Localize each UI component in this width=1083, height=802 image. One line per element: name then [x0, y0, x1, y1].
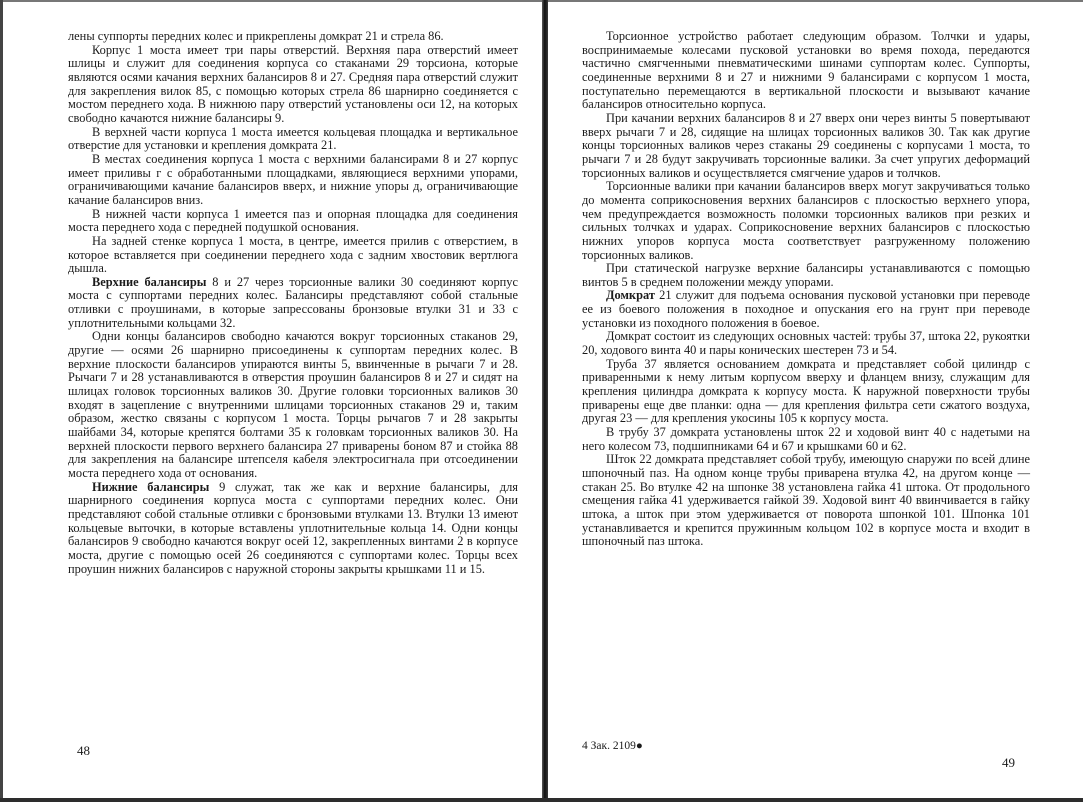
section-lead: Верхние балансиры [92, 274, 207, 289]
page-number-left: 48 [77, 743, 90, 758]
printer-order-mark: 4 Зак. 2109● [582, 740, 643, 752]
section-lead: Домкрат [606, 288, 655, 303]
paragraph: В верхней части корпуса 1 моста имеется кольцевая площадка и вертикальное отверстие для установки и крепления домкрата 21. [68, 124, 518, 153]
page-number-right: 49 [1002, 755, 1015, 770]
paragraph: лены суппорты передних колес и прикреплены домкрат 21 и стрела 86. [68, 29, 444, 43]
paragraph: Корпус 1 моста имеет три пары отверстий. Верхняя пара отверстий имеет шлицы и служит для соединения корпуса со стаканами 29 торсиона, которые являются осями качания верхних балансиров 8 и 27. Средняя пара отверстий служит для закрепления вилок 85, с помощью которых стрела 86 шарнирно соединяется с мостом переднего хода. В нижнюю пару отверстий установлены оси 12, на которых свободно качаются нижние балансиры 9. [68, 42, 518, 125]
paragraph: При качании верхних балансиров 8 и 27 вверх они через винты 5 повертывают вверх рычаги 7 и 28, сидящие на шлицах торсионных валиков 30. Так как другие концы торсионных валиков через стаканы 29 соединены с корпусами 1 моста, то рычаги 7 и 28 будут закручивать торсионные валики. За счет упругих деформаций торсионных валиков и осуществляется смягчение ударов и толчков. [582, 110, 1030, 180]
paragraph: Шток 22 домкрата представляет собой трубу, имеющую снаружи по всей длине шпоночный паз. На одном конце трубы приварена втулка 42, на другом конце — стакан 25. Во втулке 42 на шпонке 38 установлена гайка 41 штока. От продольного смещения гайка 41 удерживается гайкой 39. Ходовой винт 40 ввинчивается в гайку штока, а шток при этом удерживается от поворота шпонкой 101. Шпонка 101 устанавливается и крепится пружинным кольцом 102 в корпусе моста и входит в шпоночный паз штока. [582, 452, 1030, 549]
paragraph: Одни концы балансиров свободно качаются вокруг торсионных стаканов 29, другие — осями 26 шарнирно присоединены к суппортам передних колес. В верхние плоскости балансиров упираются винты 5, ввинченные в рычаги 7 и 28. Рычаги 7 и 28 устанавливаются в отверстия проушин балансиров 8 и 27 и сидят на шлицах головок торсионных валиков 30. Другие головки торсионных валиков 30 входят в зацепление с внутренними шлицами торсионных стаканов 29 и, таким образом, жестко связаны с корпусом 1 моста. Торцы рычагов 7 и 28 закрыты шайбами 34, которые крепятся болтами 35 к головкам торсионных валиков 30. На верхней плоскости первого верхнего балансира 27 приварены боном 87 и стойка 88 для закрепления на балансире штепселя кабеля электросигнала при отсоединении моста переднего хода от основания. [68, 329, 518, 480]
right-page [548, 0, 1083, 802]
paragraph: Нижние балансиры 9 служат, так же как и верхние балансиры, для шарнирного соединения корпуса моста с суппортами передних колес. Они представляют собой стальные отливки с бронзовыми втулками 13. Втулки 13 имеют кольцевые выточки, в которые вставлены уплотнительные кольца 14. Одни концы балансиров 9 свободно качаются вокруг осей 12, закрепленных винтами 2 в корпусе моста, другие с помощью осей 26 соединяются с суппортами колес. Торцы всех проушин нижних балансиров с наружной стороны закрыты крышками 11 и 15. [68, 479, 518, 576]
paragraph: Домкрат состоит из следующих основных частей: трубы 37, штока 22, рукоятки 20, ходового винта 40 и пары конических шестерен 73 и 54. [582, 329, 1030, 358]
section-lead: Нижние балансиры [92, 479, 210, 494]
paragraph: В трубу 37 домкрата установлены шток 22 и ходовой винт 40 с надетыми на него колесом 73, подшипниками 64 и 67 и крышками 60 и 62. [582, 425, 1030, 453]
paragraph: На задней стенке корпуса 1 моста, в центре, имеется прилив с отверстием, в которое вставляется при соединении переднего хода с задним хвостовик вертлюга дышла. [68, 233, 518, 276]
paragraph: При статической нагрузке верхние балансиры устанавливаются с помощью винтов 5 в среднем положении между упорами. [582, 261, 1030, 289]
paragraph: Торсионные валики при качании балансиров вверх могут закручиваться только до момента соприкосновения верхних балансиров с плоскостью верхнего упора, чем предупреждается возможность поломки торсионных валиков при резких и сильных толчках и ударах. Соприкосновение верхних балансиров с плоскостью нижних упоров корпуса моста соответствует разгруженному положению торсионных валиков. [582, 179, 1030, 262]
paragraph: Труба 37 является основанием домкрата и представляет собой цилиндр с приваренными к нему литым корпусом вверху и фланцем внизу, служащим для крепления цилиндра домкрата к корпусу моста. К наружной поверхности трубы приварены еще две планки: одна — для крепления фильтра сети сжатого воздуха, другая 23 — для крепления укосины 105 к корпусу моста. [582, 356, 1030, 426]
left-page-text [68, 30, 518, 576]
paragraph: Домкрат 21 служит для подъема основания пусковой установки при переводе ее из боевого положения в походное и опускания его на грунт при переводе установки из походного положения в боевое. [582, 288, 1030, 330]
paragraph: В нижней части корпуса 1 имеется паз и опорная площадка для соединения моста переднего хода с передней подушкой основания. [68, 206, 518, 235]
paragraph: В местах соединения корпуса 1 моста с верхними балансирами 8 и 27 корпус имеет приливы г с обработанными площадками, являющиеся верхними упорами, ограничивающими качание балансиров вверх, и нижние упоры д, ограничивающие качание балансиров вниз. [68, 151, 518, 207]
paragraph: Торсионное устройство работает следующим образом. Толчки и удары, воспринимаемые колесами пусковой установки во время похода, передаются частично смягченными пневматическими шинами суппортам колес. Суппорты, соединенные верхними 8 и 27 и нижними 9 балансирами с корпусом 1 моста, поступательно перемещаются в вертикальной плоскости и вызывают качание балансиров относительно корпуса. [582, 29, 1030, 112]
paragraph: Верхние балансиры 8 и 27 через торсионные валики 30 соединяют корпус моста с суппортами передних колес. Балансиры представляют собой стальные отливки с проушинами, в которые запрессованы бронзовые втулки 31 и 33 с уплотнительными кольцами 32. [68, 274, 518, 330]
page-edge-bottom [0, 798, 1083, 802]
right-page-text [582, 30, 1030, 549]
